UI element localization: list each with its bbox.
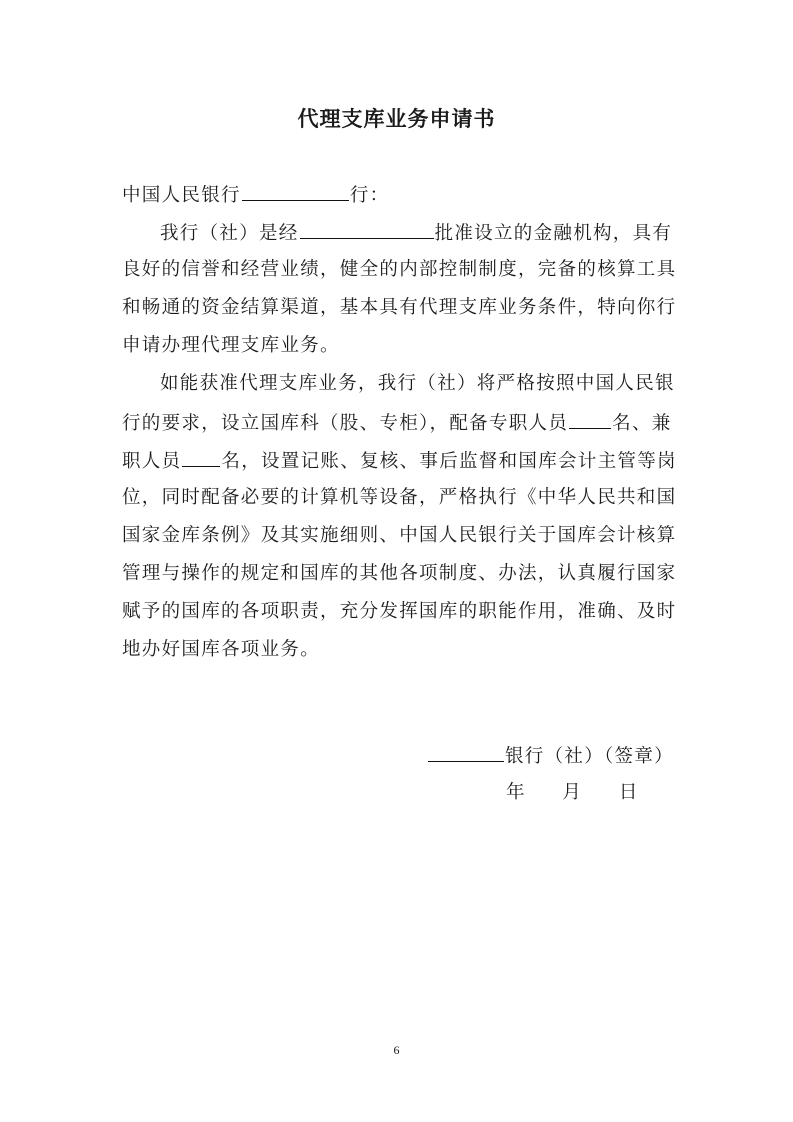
- parttime-staff-blank[interactable]: [182, 446, 220, 467]
- p1-text-a: 我行（社）是经: [160, 223, 299, 244]
- p2-text-a: 行的要求，设立国库科（股、专柜），配备专职人员: [122, 413, 569, 434]
- page-number: 6: [393, 1043, 400, 1057]
- fulltime-staff-blank[interactable]: [569, 408, 611, 429]
- paragraph-1-line-3: 和畅通的资金结算渠道，基本具有代理支库业务条件，特向你行: [122, 297, 677, 318]
- paragraph-1-line-2: 良好的信誉和经营业绩，健全的内部控制制度，完备的核算工具: [122, 259, 677, 280]
- paragraph-2-line-6: 管理与操作的规定和国库的其他各项制度、办法，认真履行国家: [122, 563, 677, 584]
- paragraph-2-line-1: 如能获准代理支库业务，我行（社）将严格按照中国人民银: [160, 373, 675, 394]
- day-label: 日: [618, 782, 638, 803]
- salutation-prefix: 中国人民银行: [122, 185, 241, 206]
- paragraph-2-line-5: 国家金库条例》及其实施细则、中国人民银行关于国库会计核算: [122, 525, 677, 546]
- signature-line: [427, 741, 674, 771]
- bank-name-blank[interactable]: [428, 741, 504, 762]
- branch-name-blank[interactable]: [242, 180, 349, 201]
- approval-authority-blank[interactable]: [300, 218, 434, 239]
- month-label: 月: [562, 782, 581, 803]
- p2-text-b: 名、兼: [612, 413, 672, 434]
- signature-label: 银行（社）（签章）: [505, 746, 674, 767]
- paragraph-2-line-8: 地办好国库各项业务。: [122, 639, 321, 660]
- date-line: [506, 779, 637, 807]
- year-label: 年: [506, 782, 525, 803]
- p2-text-d: 名，设置记账、复核、事后监督和国库会计主管等岗: [221, 451, 677, 472]
- paragraph-2-line-4: 位，同时配备必要的计算机等设备，严格执行《中华人民共和国: [122, 487, 677, 508]
- paragraph-2-line-7: 赋予的国库的各项职责，充分发挥国库的职能作用，准确、及时: [122, 601, 677, 622]
- p1-text-b: 批准设立的金融机构，具有: [434, 223, 673, 244]
- salutation-line: [122, 180, 682, 210]
- salutation-suffix: 行：: [349, 185, 390, 206]
- paragraph-2-line-3: [122, 446, 682, 476]
- paragraph-1-line-1: [160, 218, 720, 248]
- paragraph-1-line-4: 申请办理代理支库业务。: [122, 335, 340, 356]
- paragraph-2-line-2: [122, 408, 682, 438]
- document-title: 代理支库业务申请书: [297, 107, 496, 131]
- p2-text-c: 职人员: [122, 451, 182, 472]
